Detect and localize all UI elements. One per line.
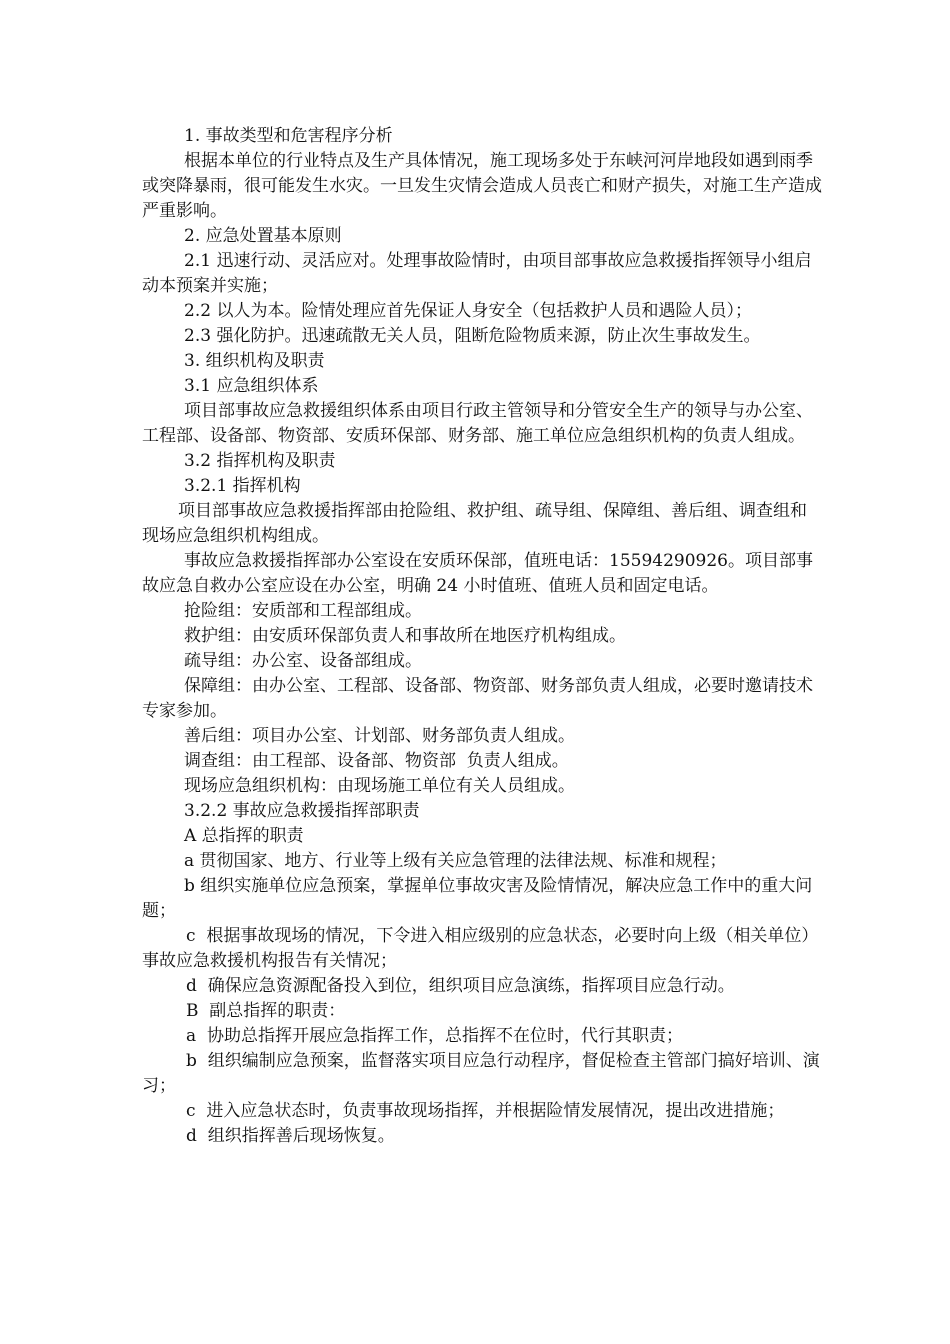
heading-3-2-2: 3.2.2 事故应急救援指挥部职责 (184, 801, 420, 821)
group-aftermath: 善后组：项目办公室、计划部、财务部负责人组成。 (184, 726, 575, 746)
group-investigation: 调查组：由工程部、设备部、物资部 负责人组成。 (184, 751, 569, 771)
group-evacuation: 疏导组：办公室、设备部组成。 (184, 651, 422, 671)
deputy-duty-a: a 协助总指挥开展应急指挥工作，总指挥不在位时，代行其职责； (186, 1026, 683, 1046)
group-support: 保障组：由办公室、工程部、设备部、物资部、财务部负责人组成，必要时邀请技术专家参加。 (142, 676, 813, 721)
paragraph-accident-analysis: 根据本单位的行业特点及生产具体情况，施工现场多处于东峡河河岸地段如遇到雨季或突降暴雨，很可能发生水灾。一旦发生灾情会造成人员丧亡和财产损失，对施工生产造成严重影响。 (142, 151, 822, 221)
heading-basic-principles: 2. 应急处置基本原则 (184, 226, 342, 246)
commander-duty-c: c 根据事故现场的情况，下令进入相应级别的应急状态，必要时向上级（相关单位）事故应急救援机构报告有关情况； (142, 926, 819, 971)
commander-duty-b: b 组织实施单位应急预案，掌握单位事故灾害及险情情况，解决应急工作中的重大问题； (142, 876, 813, 921)
paragraph-command-composition: 项目部事故应急救援指挥部由抢险组、救护组、疏导组、保障组、善后组、调查组和现场应急组织机构组成。 (142, 501, 807, 546)
document-page (142, 124, 822, 1149)
commander-duty-a: a 贯彻国家、地方、行业等上级有关应急管理的法律法规、标准和规程； (184, 851, 727, 871)
heading-3-2-1: 3.2.1 指挥机构 (184, 476, 301, 496)
heading-deputy-duties: B 副总指挥的职责： (186, 1001, 346, 1021)
heading-3-1: 3.1 应急组织体系 (184, 376, 319, 396)
principle-2-1: 2.1 迅速行动、灵活应对。处理事故险情时，由项目部事故应急救援指挥领导小组启动本预案并实施； (142, 251, 812, 296)
heading-accident-analysis: 1. 事故类型和危害程序分析 (184, 126, 393, 146)
paragraph-3-1: 项目部事故应急救援组织体系由项目行政主管领导和分管安全生产的领导与办公室、工程部、设备部、物资部、安质环保部、财务部、施工单位应急组织机构的负责人组成。 (142, 401, 813, 446)
commander-duty-d: d 确保应急资源配备投入到位，组织项目应急演练，指挥项目应急行动。 (186, 976, 735, 996)
heading-organization: 3. 组织机构及职责 (184, 351, 325, 371)
paragraph-duty-phone: 事故应急救援指挥部办公室设在安质环保部，值班电话：15594290926。项目部事故应急自救办公室应设在办公室，明确 24 小时值班、值班人员和固定电话。 (142, 551, 813, 596)
group-rescue: 抢险组：安质部和工程部组成。 (184, 601, 422, 621)
group-onsite: 现场应急组织机构：由现场施工单位有关人员组成。 (184, 776, 575, 796)
deputy-duty-b: b 组织编制应急预案，监督落实项目应急行动程序，督促检查主管部门搞好培训、演习； (142, 1051, 820, 1096)
deputy-duty-c: c 进入应急状态时，负责事故现场指挥，并根据险情发展情况，提出改进措施； (186, 1101, 785, 1121)
heading-commander-duties: A 总指挥的职责 (184, 826, 304, 846)
principle-2-2: 2.2 以人为本。险情处理应首先保证人身安全（包括救护人员和遇险人员）； (184, 301, 752, 321)
heading-3-2: 3.2 指挥机构及职责 (184, 451, 336, 471)
deputy-duty-d: d 组织指挥善后现场恢复。 (186, 1126, 395, 1146)
principle-2-3: 2.3 强化防护。迅速疏散无关人员，阻断危险物质来源，防止次生事故发生。 (184, 326, 761, 346)
group-medical: 救护组：由安质环保部负责人和事故所在地医疗机构组成。 (184, 626, 626, 646)
